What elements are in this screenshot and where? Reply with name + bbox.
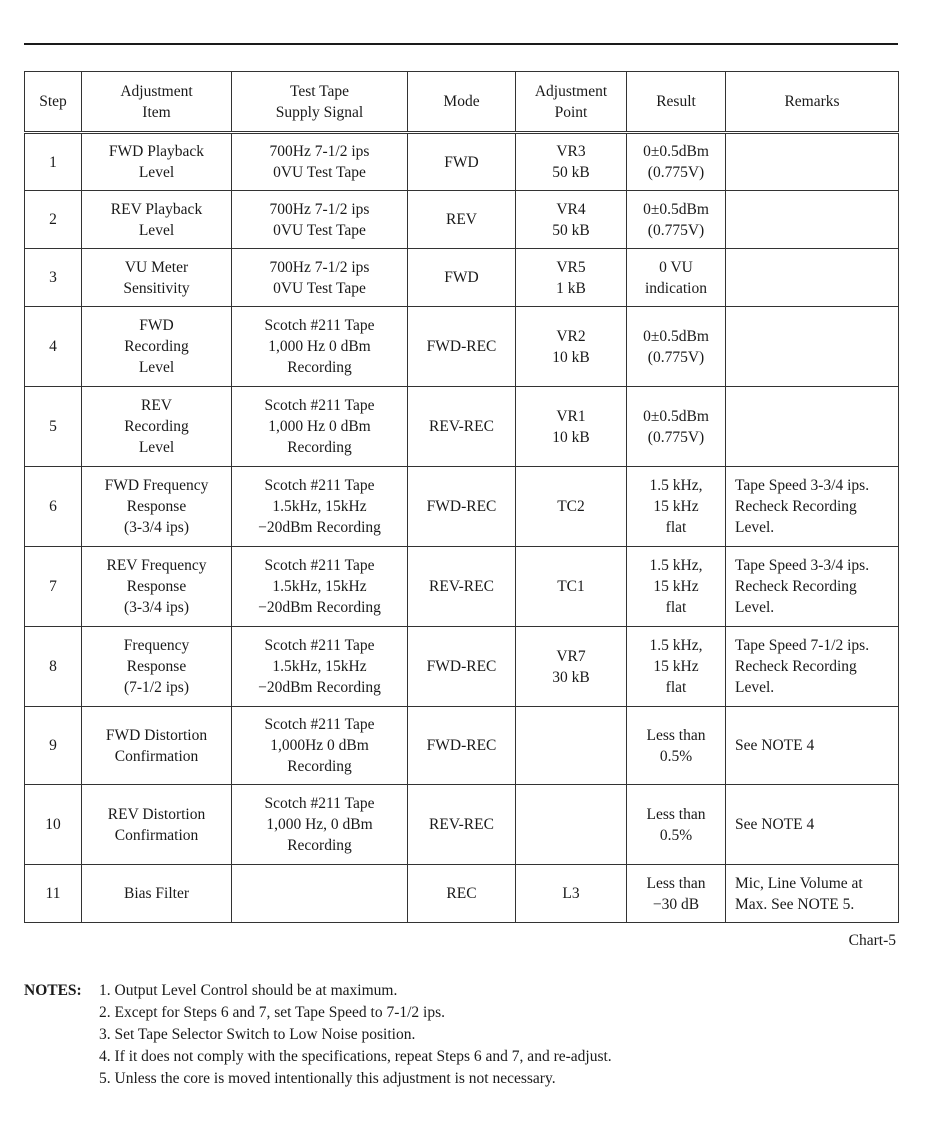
cell-result xyxy=(627,191,726,249)
cell-remarks-line: Recheck Recording xyxy=(735,578,857,595)
header-mode: Mode xyxy=(408,72,516,133)
table-row xyxy=(25,865,899,923)
cell-result xyxy=(627,785,726,865)
cell-adjustment-item xyxy=(82,191,232,249)
cell-adjustment-item-line: Recording xyxy=(124,418,189,435)
cell-step: 1 xyxy=(25,133,82,191)
cell-adjustment-item xyxy=(82,467,232,547)
cell-adjustment-item-line: REV Frequency xyxy=(106,557,207,574)
cell-result-line: 0.5% xyxy=(659,826,693,844)
cell-adjustment-item xyxy=(82,785,232,865)
note-item: 1. Output Level Control should be at maximum. xyxy=(99,982,398,999)
cell-adjustment-item-line: Confirmation xyxy=(114,747,199,765)
cell-test-tape-signal xyxy=(232,307,408,387)
cell-result-line: (0.775V) xyxy=(647,221,705,239)
cell-mode: REC xyxy=(408,865,516,923)
cell-test-tape-signal xyxy=(232,467,408,547)
cell-adjustment-item-line: FWD xyxy=(139,317,174,334)
cell-result-line: flat xyxy=(665,519,687,536)
cell-test-tape-signal-line: 0VU Test Tape xyxy=(273,221,366,239)
cell-remarks-line: Tape Speed 3-3/4 ips. xyxy=(735,477,870,494)
cell-remarks xyxy=(726,133,899,191)
cell-adjustment-item-line: FWD Playback xyxy=(108,143,205,160)
note-item: 3. Set Tape Selector Switch to Low Noise position. xyxy=(99,1026,416,1043)
header-adjustment-point: Adjustment Point xyxy=(516,72,627,133)
cell-result-line: 0±0.5dBm xyxy=(643,407,709,425)
cell-step: 11 xyxy=(25,865,82,923)
cell-result xyxy=(627,307,726,387)
cell-mode: FWD xyxy=(408,249,516,307)
header-result: Result xyxy=(627,72,726,133)
cell-adjustment-item-line: VU Meter xyxy=(124,258,189,276)
cell-test-tape-signal xyxy=(232,133,408,191)
cell-remarks-line: Max. See NOTE 5. xyxy=(735,895,855,913)
cell-remarks xyxy=(726,547,899,627)
header-adjustment-item: Adjustment Item xyxy=(82,72,232,133)
cell-adjustment-item-line: Level xyxy=(138,221,175,239)
cell-step: 3 xyxy=(25,249,82,307)
cell-remarks-line: Mic, Line Volume at xyxy=(735,874,863,892)
cell-result-line: (0.775V) xyxy=(647,348,705,366)
cell-adjustment-point-line: 10 kB xyxy=(552,428,590,446)
cell-result-line: −30 dB xyxy=(652,895,700,913)
cell-test-tape-signal-line: 700Hz 7-1/2 ips xyxy=(269,258,370,276)
cell-remarks xyxy=(726,785,899,865)
table-row xyxy=(25,387,899,467)
cell-result xyxy=(627,133,726,191)
cell-remarks xyxy=(726,307,899,387)
cell-adjustment-item-line: REV Playback xyxy=(110,200,203,218)
header-remarks: Remarks xyxy=(726,72,899,133)
cell-adjustment-item-line: (3-3/4 ips) xyxy=(123,599,189,616)
note-item: 2. Except for Steps 6 and 7, set Tape Speed to 7-1/2 ips. xyxy=(99,1004,446,1021)
cell-test-tape-signal-line: 0VU Test Tape xyxy=(273,164,366,181)
cell-test-tape-signal-line: Recording xyxy=(287,359,352,376)
header-test-tape-signal: Test Tape Supply Signal xyxy=(232,72,408,133)
cell-adjustment-point-line: L3 xyxy=(562,885,580,902)
cell-adjustment-point xyxy=(516,387,627,467)
cell-adjustment-item-line: Level xyxy=(138,359,175,376)
cell-result-line: (0.775V) xyxy=(647,164,705,181)
cell-test-tape-signal-line: 1,000 Hz 0 dBm xyxy=(268,338,371,355)
notes-section xyxy=(24,980,612,1090)
cell-test-tape-signal-line: Scotch #211 Tape xyxy=(264,317,375,334)
cell-test-tape-signal-line: Recording xyxy=(287,439,352,456)
cell-step: 2 xyxy=(25,191,82,249)
cell-adjustment-point-line: VR4 xyxy=(556,200,586,218)
cell-remarks-line: Level. xyxy=(735,679,775,696)
cell-adjustment-point xyxy=(516,133,627,191)
cell-adjustment-item-line: REV xyxy=(141,397,172,414)
cell-remarks-line: See NOTE 4 xyxy=(735,816,815,833)
header-step: Step xyxy=(25,72,82,133)
cell-test-tape-signal xyxy=(232,627,408,707)
cell-result-line: (0.775V) xyxy=(647,428,705,446)
cell-result xyxy=(627,547,726,627)
cell-result-line: 0±0.5dBm xyxy=(643,143,709,160)
cell-mode: FWD-REC xyxy=(408,707,516,785)
cell-adjustment-point-line: VR7 xyxy=(556,647,586,665)
cell-test-tape-signal-line: −20dBm Recording xyxy=(258,679,381,696)
cell-adjustment-item-line: REV Distortion xyxy=(107,805,206,823)
cell-step: 4 xyxy=(25,307,82,387)
cell-remarks xyxy=(726,249,899,307)
cell-result-line: flat xyxy=(665,599,687,616)
cell-adjustment-item-line: FWD Frequency xyxy=(104,477,209,494)
cell-adjustment-point-line: VR2 xyxy=(556,327,586,345)
cell-result-line: 0.5% xyxy=(659,747,693,765)
cell-test-tape-signal-line: 1,000Hz 0 dBm xyxy=(270,737,369,754)
cell-test-tape-signal xyxy=(232,191,408,249)
cell-step: 8 xyxy=(25,627,82,707)
cell-result-line: Less than xyxy=(646,726,706,744)
chart-label: Chart-5 xyxy=(848,932,896,949)
cell-adjustment-item xyxy=(82,707,232,785)
cell-mode: REV xyxy=(408,191,516,249)
cell-step: 7 xyxy=(25,547,82,627)
table-row xyxy=(25,467,899,547)
cell-test-tape-signal-line: −20dBm Recording xyxy=(258,599,381,616)
table-row xyxy=(25,249,899,307)
cell-adjustment-point xyxy=(516,785,627,865)
cell-adjustment-point xyxy=(516,707,627,785)
cell-test-tape-signal-line: 700Hz 7-1/2 ips xyxy=(269,200,370,218)
cell-adjustment-point xyxy=(516,865,627,923)
cell-remarks-line: Tape Speed 3-3/4 ips. xyxy=(735,557,870,574)
cell-result-line: 1.5 kHz, xyxy=(649,477,703,494)
cell-test-tape-signal-line: Scotch #211 Tape xyxy=(264,477,375,494)
cell-adjustment-item xyxy=(82,627,232,707)
cell-adjustment-item-line: Response xyxy=(126,578,187,595)
cell-result-line: 1.5 kHz, xyxy=(649,557,703,574)
cell-result xyxy=(627,707,726,785)
cell-test-tape-signal xyxy=(232,707,408,785)
cell-test-tape-signal-line: 1,000 Hz 0 dBm xyxy=(268,418,371,435)
cell-result-line: 0±0.5dBm xyxy=(643,200,709,218)
cell-adjustment-point-line: TC1 xyxy=(557,578,585,595)
cell-step: 6 xyxy=(25,467,82,547)
cell-result xyxy=(627,467,726,547)
table-row xyxy=(25,133,899,191)
cell-adjustment-item-line: Bias Filter xyxy=(123,885,189,902)
cell-test-tape-signal-line: Scotch #211 Tape xyxy=(264,397,375,414)
table-row xyxy=(25,547,899,627)
cell-test-tape-signal xyxy=(232,249,408,307)
cell-adjustment-point xyxy=(516,627,627,707)
cell-remarks-line: Level. xyxy=(735,519,775,536)
cell-test-tape-signal-line: 0VU Test Tape xyxy=(273,279,366,297)
cell-result-line: Less than xyxy=(646,805,706,823)
table-header-row xyxy=(25,72,899,133)
cell-mode: FWD-REC xyxy=(408,467,516,547)
cell-adjustment-point-line: TC2 xyxy=(557,498,585,515)
cell-adjustment-point-line: 50 kB xyxy=(552,164,590,181)
cell-adjustment-item-line: Sensitivity xyxy=(123,279,190,297)
cell-test-tape-signal-line: Scotch #211 Tape xyxy=(264,795,375,812)
cell-result-line: Less than xyxy=(646,874,706,892)
cell-result-line: 15 kHz xyxy=(653,498,699,515)
cell-result xyxy=(627,387,726,467)
table-row xyxy=(25,191,899,249)
cell-test-tape-signal xyxy=(232,785,408,865)
cell-test-tape-signal-line: 1,000 Hz, 0 dBm xyxy=(266,816,373,833)
cell-adjustment-item-line: Response xyxy=(126,498,187,515)
cell-adjustment-item-line: Level xyxy=(138,164,175,181)
cell-adjustment-item-line: Recording xyxy=(124,338,189,355)
cell-result xyxy=(627,627,726,707)
cell-test-tape-signal-line: 1.5kHz, 15kHz xyxy=(272,498,367,515)
note-item: 5. Unless the core is moved intentionally this adjustment is not necessary. xyxy=(99,1070,556,1087)
cell-result-line: 1.5 kHz, xyxy=(649,637,703,654)
cell-test-tape-signal-line: 1.5kHz, 15kHz xyxy=(272,658,367,675)
cell-remarks xyxy=(726,627,899,707)
cell-adjustment-item-line: FWD Distortion xyxy=(105,726,208,744)
cell-test-tape-signal xyxy=(232,865,408,923)
cell-result-line: 0 VU xyxy=(659,258,693,276)
cell-test-tape-signal-line: Scotch #211 Tape xyxy=(264,716,375,733)
cell-remarks-line: See NOTE 4 xyxy=(735,737,815,754)
cell-mode: REV-REC xyxy=(408,785,516,865)
cell-remarks xyxy=(726,387,899,467)
cell-adjustment-point-line: VR1 xyxy=(556,407,586,425)
notes-list xyxy=(24,980,612,1090)
cell-adjustment-item xyxy=(82,865,232,923)
cell-adjustment-point-line: 1 kB xyxy=(556,279,586,297)
cell-remarks xyxy=(726,191,899,249)
cell-adjustment-item xyxy=(82,133,232,191)
cell-result-line: flat xyxy=(665,679,687,696)
cell-test-tape-signal-line: Recording xyxy=(287,758,352,775)
cell-adjustment-item xyxy=(82,547,232,627)
cell-remarks-line: Recheck Recording xyxy=(735,498,857,515)
table-row xyxy=(25,627,899,707)
cell-step: 5 xyxy=(25,387,82,467)
table-row xyxy=(25,307,899,387)
cell-adjustment-point-line: 50 kB xyxy=(552,221,590,239)
cell-test-tape-signal-line: Recording xyxy=(287,837,352,854)
cell-adjustment-point-line: 30 kB xyxy=(552,668,590,686)
cell-adjustment-item-line: Frequency xyxy=(123,637,190,654)
adjustment-table xyxy=(24,71,899,923)
cell-adjustment-item-line: Response xyxy=(126,658,187,675)
cell-adjustment-point-line: VR5 xyxy=(556,258,586,276)
cell-result-line: indication xyxy=(645,279,707,297)
cell-adjustment-point-line: 10 kB xyxy=(552,348,590,366)
cell-mode: FWD-REC xyxy=(408,307,516,387)
cell-test-tape-signal-line: Scotch #211 Tape xyxy=(264,637,375,654)
cell-test-tape-signal-line: 700Hz 7-1/2 ips xyxy=(269,143,370,160)
cell-test-tape-signal-line: 1.5kHz, 15kHz xyxy=(272,578,367,595)
cell-step: 9 xyxy=(25,707,82,785)
table-body xyxy=(25,133,899,923)
cell-result-line: 15 kHz xyxy=(653,658,699,675)
note-item: 4. If it does not comply with the specifications, repeat Steps 6 and 7, and re-adjust. xyxy=(99,1048,612,1065)
cell-adjustment-item-line: Confirmation xyxy=(114,826,199,844)
cell-test-tape-signal-line: Scotch #211 Tape xyxy=(264,557,375,574)
cell-adjustment-point xyxy=(516,467,627,547)
cell-step: 10 xyxy=(25,785,82,865)
table-row xyxy=(25,707,899,785)
cell-adjustment-point-line: VR3 xyxy=(556,143,586,160)
cell-adjustment-point xyxy=(516,249,627,307)
cell-remarks xyxy=(726,865,899,923)
cell-remarks-line: Level. xyxy=(735,599,775,616)
cell-adjustment-point xyxy=(516,191,627,249)
cell-mode: FWD-REC xyxy=(408,627,516,707)
cell-adjustment-item xyxy=(82,249,232,307)
cell-result xyxy=(627,865,726,923)
top-rule xyxy=(24,43,898,45)
cell-test-tape-signal xyxy=(232,387,408,467)
cell-remarks xyxy=(726,467,899,547)
cell-result-line: 0±0.5dBm xyxy=(643,327,709,345)
cell-result xyxy=(627,249,726,307)
cell-remarks xyxy=(726,707,899,785)
cell-mode: FWD xyxy=(408,133,516,191)
cell-remarks-line: Tape Speed 7-1/2 ips. xyxy=(735,637,870,654)
cell-test-tape-signal xyxy=(232,547,408,627)
cell-adjustment-item-line: (7-1/2 ips) xyxy=(123,679,189,696)
notes-title: NOTES: xyxy=(24,982,82,999)
cell-result-line: 15 kHz xyxy=(653,578,699,595)
cell-mode: REV-REC xyxy=(408,547,516,627)
cell-mode: REV-REC xyxy=(408,387,516,467)
cell-adjustment-item-line: (3-3/4 ips) xyxy=(123,519,189,536)
cell-adjustment-item xyxy=(82,387,232,467)
cell-adjustment-item-line: Level xyxy=(138,439,175,456)
cell-adjustment-item xyxy=(82,307,232,387)
cell-adjustment-point xyxy=(516,547,627,627)
cell-adjustment-point xyxy=(516,307,627,387)
table-row xyxy=(25,785,899,865)
cell-remarks-line: Recheck Recording xyxy=(735,658,857,675)
cell-test-tape-signal-line: −20dBm Recording xyxy=(258,519,381,536)
